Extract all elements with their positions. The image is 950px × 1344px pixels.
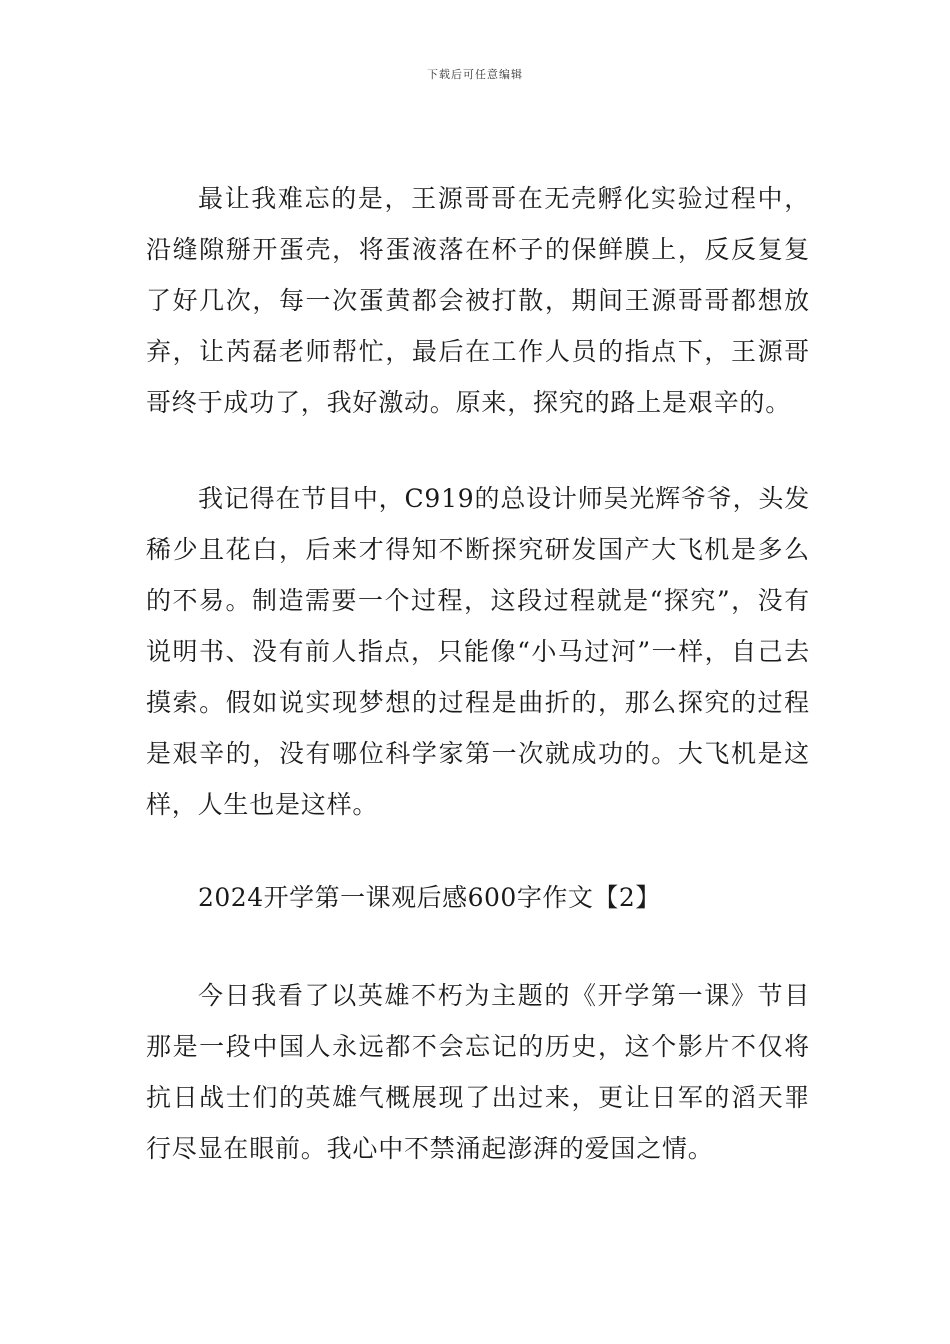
section-heading: 2024开学第一课观后感600字作文【2】	[198, 883, 661, 912]
paragraph-2: 我记得在节目中，C919的总设计师吴光辉爷爷，头发稀少且花白，后来才得知不断探究研发国产大飞机是多么的不易。制造需要一个过程，这段过程就是“探究”，没有说明书、没有前人指点，只能像“小马过河”一样，自己去摸索。假如说实现梦想的过程是曲折的，那么探究的过程是艰辛的，没有哪位科学家第一次就成功的。大飞机是这样，人生也是这样。	[146, 484, 810, 819]
header-note: 下载后可任意编辑	[427, 68, 523, 81]
paragraph-1: 最让我难忘的是，王源哥哥在无壳孵化实验过程中，沿缝隙掰开蛋壳，将蛋液落在杯子的保鲜膜上，反反复复了好几次，每一次蛋黄都会被打散，期间王源哥哥都想放弃，让芮磊老师帮忙，最后在工作人员的指点下，王源哥哥终于成功了，我好激动。原来，探究的路上是艰辛的。	[146, 184, 810, 417]
paragraph-3: 今日我看了以英雄不朽为主题的《开学第一课》节目那是一段中国人永远都不会忘记的历史，这个影片不仅将抗日战士们的英雄气概展现了出过来，更让日军的滔天罪行尽显在眼前。我心中不禁涌起澎湃的爱国之情。	[146, 981, 810, 1163]
